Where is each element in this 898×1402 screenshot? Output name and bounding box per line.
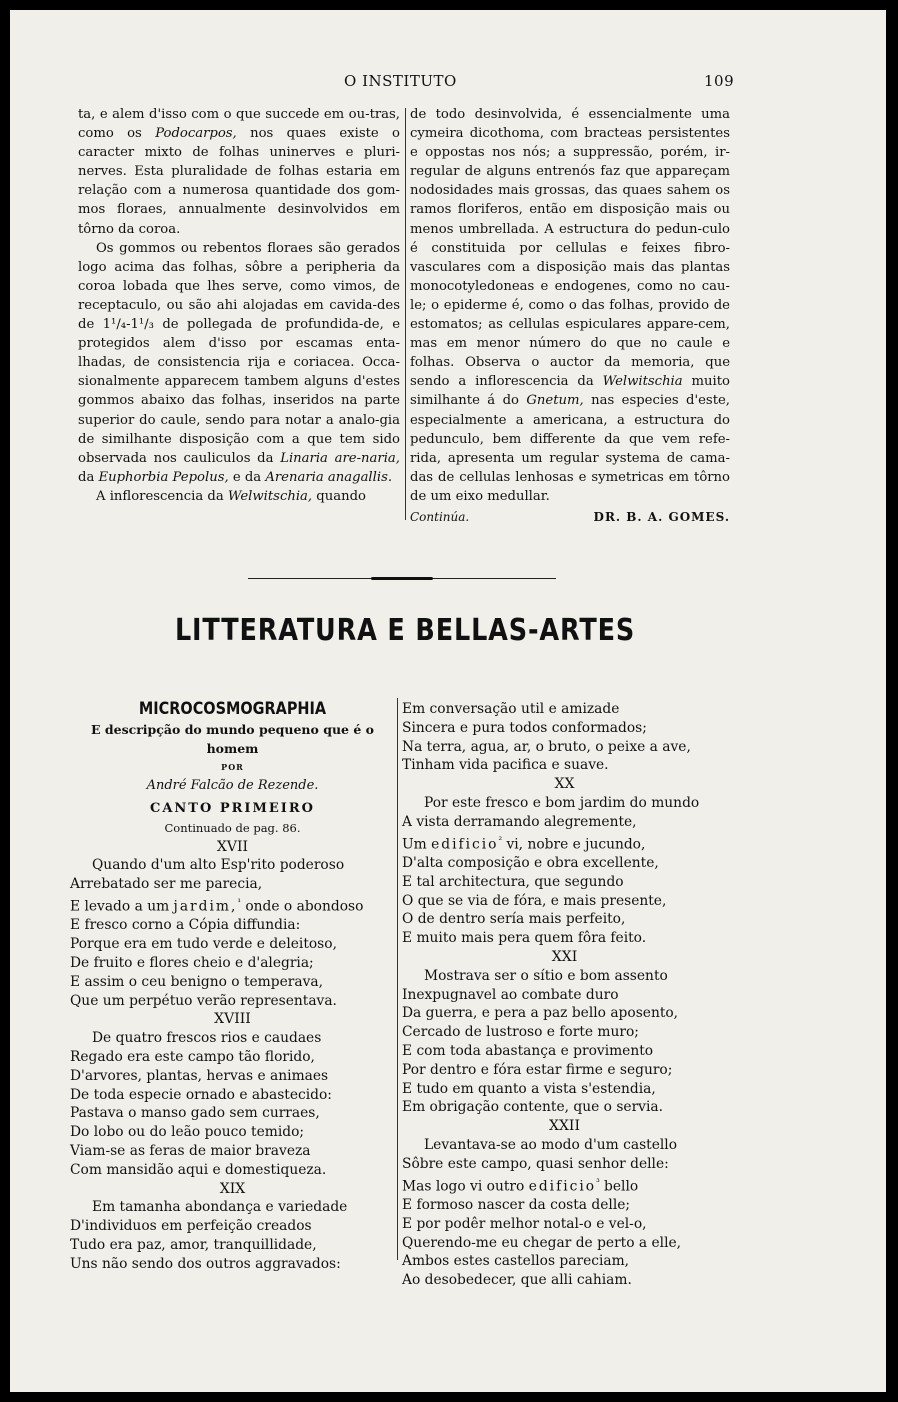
spaced-word: edificio [431, 836, 499, 853]
text-run: Os gommos ou rebentos floraes são gerados logo acima das folhas, sôbre a peripheria da coroa lobada que lhes serve, como vimos, de receptaculo, ou são ahi alojadas em cavida-des de 1¹/₄-1¹/₃ de pollegada de profundida-de, e protegidos alem d'isso por escamas enta-lhadas, de consistencia rija e coriacea. Occa-sionalmente apparecem tambem alguns d'estes gommos abaixo das folhas, inseridos na parte superior do caule, sendo para notar a analo-gia de similhante disposição com a que tem sido observada nos cauliculos da [78, 240, 400, 466]
verse-text: D'arvores, plantas, hervas e animaes [70, 1067, 329, 1084]
poem-continued: Continuado de pag. 86. [164, 820, 301, 835]
verse-text: Em obrigação contente, que o servia. [402, 1099, 664, 1116]
italic-term: Gnetum, [526, 393, 584, 409]
verse-line [402, 1042, 727, 1061]
verse-text: Uns não sendo dos outros aggravados: [70, 1255, 341, 1272]
continua-label: Continúa. [410, 509, 470, 524]
spaced-word: jardim, [173, 898, 238, 915]
verse-text: Pastava o manso gado sem curraes, [70, 1105, 320, 1122]
verse-line [402, 700, 727, 719]
verse-line [70, 916, 395, 935]
verse-text: Ao desobedecer, que alli cahiam. [402, 1272, 632, 1289]
verse-text: Cercado de lustroso e forte muro; [402, 1024, 639, 1041]
stanza-number: XXI [551, 948, 578, 965]
verse-text: Da guerra, e pera a paz bello aposento, [402, 1005, 679, 1022]
verse-text: D'alta composição e obra excellente, [402, 854, 659, 871]
verse-text: De toda especie ornado e abastecido: [70, 1086, 332, 1103]
text-run: da [78, 469, 99, 485]
paragraph [410, 105, 730, 506]
verse-line [70, 1123, 395, 1142]
verse-text: Que um perpétuo verão representava. [70, 992, 337, 1009]
verse-line [402, 854, 727, 873]
verse-line [402, 1098, 727, 1117]
verse-text: E muito mais pera quem fôra feito. [402, 930, 647, 947]
verse-line [402, 832, 727, 854]
column-divider [405, 108, 406, 520]
verse-text: Sôbre este campo, quasi senhor delle: [402, 1155, 669, 1172]
page-number: 109 [704, 72, 735, 90]
verse-line [402, 1271, 727, 1290]
verse-text: Com mansidão aqui e domestiqueza. [70, 1161, 327, 1178]
verse-text: Porque era em tudo verde e deleitoso, [70, 936, 337, 953]
verse-line [402, 986, 727, 1005]
article-column-left [78, 105, 400, 506]
verse-text: E por podêr melhor notal-o e vel-o, [402, 1215, 647, 1232]
verse-text: Querendo-me eu chegar de perto a elle, [402, 1234, 682, 1251]
verse-text-after: vi, nobre e jucundo, [502, 836, 646, 853]
text-run: nos quaes existe o caracter mixto de folhas uninerves e pluri-nerves. Esta pluralidade de folhas estaria em relação com a numerosa quantidade dos gom-mos floraes, annualmente desinvolvidos em tôrno da coroa. [78, 126, 400, 237]
italic-term: Euphorbia Pepolus, [98, 469, 229, 485]
section-title: LITTERATURA E BELLAS-ARTES [174, 613, 636, 648]
poem-column-right [402, 700, 727, 1290]
verse-line [402, 813, 727, 832]
verse-text: Ambos estes castellos pareciam, [402, 1253, 630, 1270]
text-run: ta, e alem d'isso com o que succede em ou-tras, como os [78, 107, 400, 142]
verse-line [70, 1236, 395, 1255]
verse-text-after: onde o abondoso [240, 898, 364, 915]
verse-line [402, 873, 727, 892]
paragraph [78, 487, 400, 506]
article-footer [410, 508, 730, 527]
verse-text-after: bello [599, 1178, 639, 1195]
verse-text: Tudo era paz, amor, tranquillidade, [70, 1236, 317, 1253]
poem-title: MICROCOSMOGRAPHIA [138, 699, 327, 719]
text-run: e da [228, 469, 266, 485]
footnote-mark: ³ [596, 1177, 600, 1188]
verse-text: D'individuos em perfeição creados [70, 1218, 312, 1235]
verse-text: Sincera e pura todos conformados; [402, 719, 647, 736]
verse-text: Mostrava ser o sítio e bom assento [424, 967, 668, 984]
verse-line [70, 992, 395, 1011]
verse-text: E fresco corno a Cópia diffundia: [70, 917, 301, 934]
verse-line [70, 1161, 395, 1180]
text-run: muito similhante á do [410, 374, 730, 409]
verse-line [70, 1142, 395, 1161]
verse-line [70, 1048, 395, 1067]
verse-text: Por este fresco e bom jardim do mundo [424, 794, 700, 811]
verse-line [70, 1086, 395, 1105]
verse-text: E formoso nascer da costa delle; [402, 1196, 631, 1213]
poem-canto: CANTO PRIMEIRO [149, 800, 315, 816]
verse-line [70, 1029, 395, 1048]
footnote-mark: ² [498, 835, 503, 846]
verse-text: Um [402, 836, 432, 853]
text-run: nas especies d'este, especialmente a americana, a estructura do pedunculo, bem differente da que vem refe-rida, apresenta um regular systema de cama-das de cellulas lenhosas e symetricas em tôrno de um eixo medullar. [410, 393, 730, 504]
poem-subtitle: E descripção do mundo pequeno que é o homem [91, 721, 374, 756]
stanza-number: XIX [219, 1180, 246, 1197]
verse-line [70, 954, 395, 973]
text-run: de todo desinvolvida, é essencialmente uma cymeira dicothoma, com bracteas persistentes e oppostas nos nós; a suppressão, porém, ir-regular de alguns entrenós faz que appareçam nodosidades mais grossas, das quaes sahem os ramos floriferos, então em disposição mais ou menos umbrellada. A estructura do pedun-culo é constituida por cellulas e feixes fibro-vasculares com a disposição mais das plantas monocotyledoneas e endogenes, como no cau-le; o epiderme é, como o das folhas, provido de estomatos; as cellulas espiculares appare-cem, mas em menor número do que no caule e folhas. Observa o auctor da memoria, que sendo a inflorescencia da [410, 107, 730, 390]
verse-line [402, 1004, 727, 1023]
verse-line [402, 1023, 727, 1042]
page [10, 10, 886, 1392]
verse-text: E levado a um [70, 898, 174, 915]
verse-line [70, 875, 395, 894]
verse-text: Na terra, agua, ar, o bruto, o peixe a ave, [402, 738, 691, 755]
text-run: quando [312, 488, 366, 504]
verse-line [70, 935, 395, 954]
verse-line [402, 1155, 727, 1174]
verse-text: O de dentro sería mais perfeito, [402, 911, 626, 928]
verse-line [402, 719, 727, 738]
article-column-right [410, 105, 730, 527]
spaced-word: edificio [528, 1178, 597, 1195]
poem-por: POR [221, 762, 244, 773]
paragraph [78, 239, 400, 487]
verse-line [70, 1255, 395, 1274]
stanza-number: XVIII [214, 1011, 251, 1028]
verse-text: Levantava-se ao modo d'um castello [424, 1136, 677, 1153]
verse-text: Em conversação util e amizade [402, 701, 620, 717]
verse-line [70, 1198, 395, 1217]
verse-text: Tinham vida pacifica e suave. [402, 757, 609, 774]
verse-text: A vista derramando alegremente, [402, 813, 637, 830]
text-run: A inflorescencia da [96, 488, 228, 504]
verse-text: Regado era este campo tão florido, [70, 1048, 315, 1065]
verse-line [402, 929, 727, 948]
verse-line [402, 1080, 727, 1099]
verse-line [402, 1136, 727, 1155]
verse-line [70, 856, 395, 875]
paragraph [78, 105, 400, 239]
verse-line [402, 1215, 727, 1234]
verse-line [402, 794, 727, 813]
stanza-number: XXII [549, 1118, 580, 1135]
verse-line [402, 756, 727, 775]
poem-column-divider [397, 698, 398, 1260]
italic-term: Welwitschia [602, 374, 683, 390]
italic-term: Podocarpos, [155, 126, 237, 142]
italic-term: Arenaria anagallis. [265, 469, 393, 485]
stanza-number: XVII [216, 838, 249, 855]
verse-text: Mas logo vi outro [402, 1178, 529, 1195]
verse-line [402, 967, 727, 986]
ornamental-rule [248, 577, 556, 581]
verse-text: Viam-se as feras de maior braveza [70, 1142, 311, 1159]
verse-text: Do lobo ou do leão pouco temido; [70, 1124, 305, 1141]
verse-line [402, 1196, 727, 1215]
stanza-number: XX [554, 776, 575, 793]
verse-text: E tudo em quanto a vista s'estendia, [402, 1080, 656, 1097]
verse-line [402, 892, 727, 911]
verse-line [402, 738, 727, 757]
verse-line [70, 1104, 395, 1123]
verse-line [70, 1217, 395, 1236]
italic-term: Welwitschia, [227, 488, 313, 504]
verse-line [70, 1067, 395, 1086]
verse-line [70, 973, 395, 992]
verse-line [402, 1174, 727, 1196]
verse-text: De quatro frescos rios e caudaes [92, 1030, 322, 1047]
verse-line [70, 894, 395, 916]
verse-text: O que se via de fóra, e mais presente, [402, 892, 667, 909]
verse-text: E tal architectura, que segundo [402, 873, 624, 890]
poem-column-left [70, 700, 395, 1274]
verse-text: E com toda abastança e provimento [402, 1042, 654, 1059]
verse-text: Arrebatado ser me parecia, [70, 876, 263, 893]
verse-line [402, 1234, 727, 1253]
verse-line [402, 1252, 727, 1271]
poem-author: André Falcão de Rezende. [146, 778, 319, 794]
verse-text: Em tamanha abondança e variedade [92, 1199, 348, 1216]
author-signature: DR. B. A. GOMES. [593, 509, 730, 524]
verse-text: Quando d'um alto Esp'rito poderoso [92, 857, 345, 874]
verse-line [402, 910, 727, 929]
verse-text: E assim o ceu benigno o temperava, [70, 973, 323, 990]
verse-text: Inexpugnavel ao combate duro [402, 986, 619, 1003]
journal-title: O INSTITUTO [344, 72, 457, 90]
italic-term: Linaria are-naria, [280, 450, 400, 466]
footnote-mark: ¹ [237, 897, 241, 908]
verse-line [402, 1061, 727, 1080]
verse-text: De fruito e flores cheio e d'alegria; [70, 954, 314, 971]
verse-text: Por dentro e fóra estar firme e seguro; [402, 1061, 673, 1078]
